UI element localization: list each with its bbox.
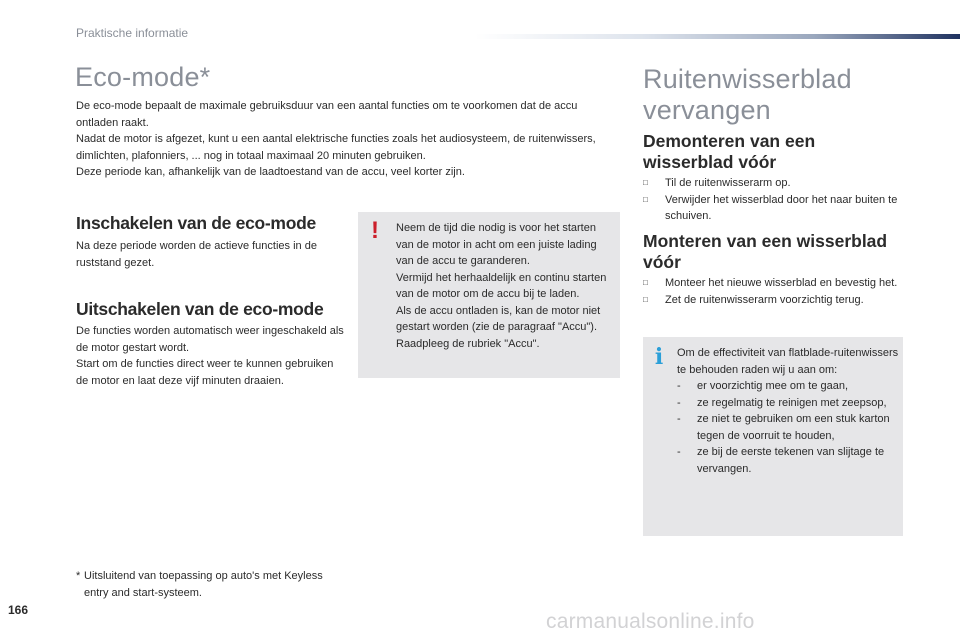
demonteren-heading: Demonteren van een wisserblad vóór [643,131,816,172]
intro-paragraph: Deze periode kan, afhankelijk van de laadtoestand van de accu, veel korter zijn. [76,166,465,178]
warning-paragraph: Als de accu ontladen is, kan de motor niet gestart worden (zie de paragraaf "Accu"). [396,304,601,333]
list-item [677,378,899,395]
wiper-title: Ruitenwisserblad vervangen [643,64,852,125]
checkbox-bullet-icon: □ [643,278,648,287]
uitschakelen-text [76,323,346,389]
intro-paragraph: Nadat de motor is afgezet, kunt u een aantal elektrische functies zoals het audiosysteem, de ruitenwissers, dimlichten, plafonniers, ... nog in totaal maximaal 20 minuten gebruiken. [76,133,596,162]
footnote-mark: * [76,570,81,582]
inschakelen-text: Na deze periode worden de actieve functies in de ruststand gezet. [76,240,317,269]
footnote [76,568,336,601]
step-text: Monteer het nieuwe wisserblad en bevestig het. [665,277,898,289]
info-item-text: ze niet te gebruiken om een stuk karton tegen de voorruit te houden, [697,413,890,442]
eco-mode-title: Eco-mode* [75,62,211,92]
footnote-text: Uitsluitend van toepassing op auto's met Keyless entry and start-systeem. [84,570,323,599]
list-item [677,444,899,477]
warning-paragraph: Raadpleeg de rubriek "Accu". [396,337,540,350]
checkbox-bullet-icon: □ [643,294,648,304]
step-text: Til de ruitenwisserarm op. [665,177,791,189]
dash-bullet: - [677,396,681,409]
list-item [643,175,908,192]
list-item [643,275,908,292]
step-text: Zet de ruitenwisserarm voorzichtig terug. [665,293,864,306]
list-item [643,192,908,225]
step-text: Verwijder het wisserblad door het naar buiten te schuiven. [665,193,898,222]
monteren-steps [643,275,908,308]
page-number: 166 [8,603,29,617]
checkbox-bullet-icon: □ [643,178,648,187]
watermark: carmanualsonline.info [546,610,755,633]
intro-paragraph: De eco-mode bepaalt de maximale gebruiksduur van een aantal functies om te voorkomen dat de accu ontladen raakt. [76,100,578,129]
demonteren-steps [643,175,908,225]
eco-mode-intro [76,98,616,181]
info-item-text: er voorzichtig mee om te gaan, [697,380,849,392]
warning-paragraph: Neem de tijd die nodig is voor het starten van de motor in acht om een juiste lading van de accu te garanderen. [396,222,597,267]
list-item [643,292,908,309]
dash-bullet: - [677,413,681,425]
warning-text [396,220,616,352]
checkbox-bullet-icon: □ [643,194,648,204]
inschakelen-heading: Inschakelen van de eco-mode [76,213,316,233]
uitschakelen-heading: Uitschakelen van de eco-mode [76,299,324,319]
header-gradient-bar [475,34,960,39]
list-item [677,411,899,444]
dash-bullet: - [677,380,681,392]
monteren-heading: Monteren van een wisserblad vóór [643,231,888,272]
info-item-text: ze bij de eerste tekenen van slijtage te vervangen. [697,446,885,475]
warning-paragraph: Vermijd het herhaaldelijk en continu starten van de motor om de accu bij te laden. [396,271,607,300]
dash-bullet: - [677,446,681,458]
uitschakelen-paragraph: De functies worden automatisch weer ingeschakeld als de motor gestart wordt. [76,325,344,354]
uitschakelen-paragraph: Start om de functies direct weer te kunnen gebruiken de motor en laat deze vijf minuten draaien. [76,358,334,387]
exclamation-warning-icon: ! [371,217,379,244]
info-intro: Om de effectiviteit van flatblade-ruitenwissers te behouden raden wij u aan om: [677,347,899,376]
info-icon: i [654,344,664,370]
info-item-text: ze regelmatig te reinigen met zeepsop, [697,396,887,409]
info-text [677,345,899,477]
list-item [677,395,899,412]
section-header: Praktische informatie [76,26,189,40]
